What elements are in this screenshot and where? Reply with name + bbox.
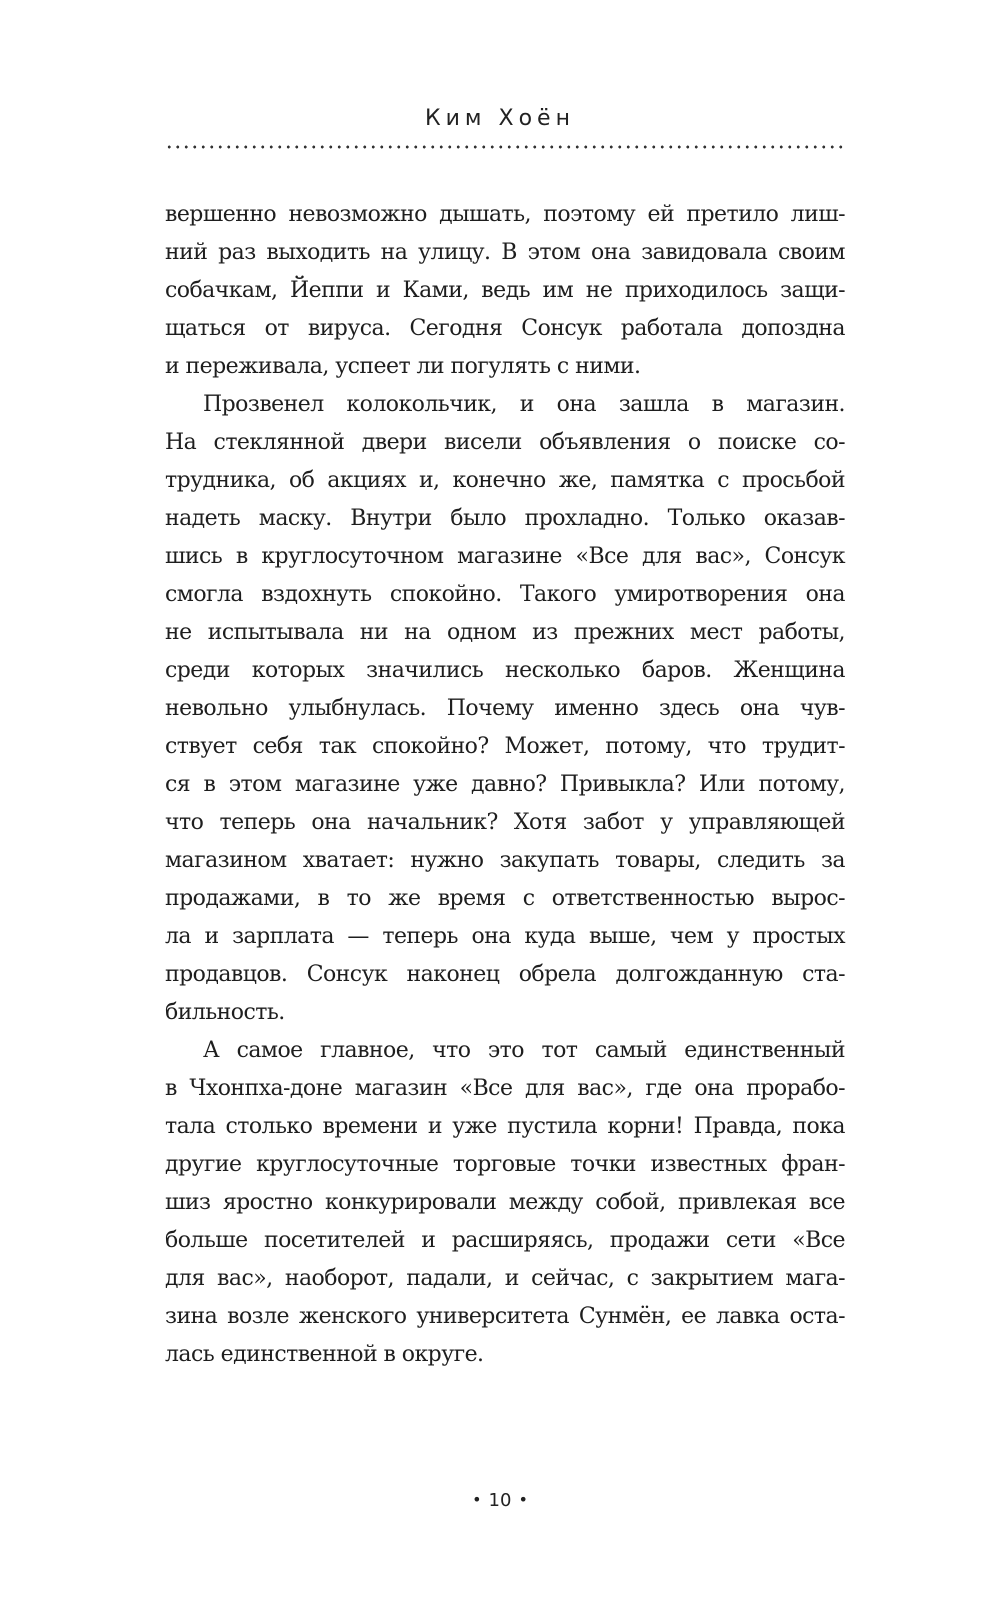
running-head-author: Ким Хоён — [425, 106, 575, 131]
body-text — [165, 196, 845, 1374]
text-line: собачкам, Йеппи и Ками, ведь им не приходилось защи- — [165, 278, 845, 303]
text-line: вершенно невозможно дышать, поэтому ей претило лиш- — [165, 202, 845, 227]
text-line: зина возле женского университета Сунмён, ее лавка оста- — [165, 1304, 845, 1329]
text-line: А самое главное, что это тот самый единственный — [203, 1038, 845, 1063]
text-line: продажами, в то же время с ответственностью вырос- — [165, 886, 845, 911]
page-number-right-dot: • — [518, 1490, 528, 1509]
text-line: что теперь она начальник? Хотя забот у управляющей — [165, 810, 845, 835]
text-line: не испытывала ни на одном из прежних мест работы, — [165, 620, 845, 645]
text-line: тала столько времени и уже пустила корни! Правда, пока — [165, 1114, 845, 1139]
text-line: другие круглосуточные торговые точки известных фран- — [165, 1152, 845, 1177]
text-line: ся в этом магазине уже давно? Привыкла? Или потому, — [165, 772, 845, 797]
dotted-divider — [165, 145, 845, 149]
text-line: надеть маску. Внутри было прохладно. Только оказав- — [165, 506, 845, 531]
page-number: 10 — [488, 1490, 512, 1511]
text-line: ствует себя так спокойно? Может, потому, что трудит- — [165, 734, 845, 759]
text-line: шиз яростно конкурировали между собой, привлекая все — [165, 1190, 845, 1215]
text-line: в Чхонпха-доне магазин «Все для вас», где она прорабо- — [165, 1076, 845, 1101]
text-line: ний раз выходить на улицу. В этом она завидовала своим — [165, 240, 845, 265]
text-line: шись в круглосуточном магазине «Все для вас», Сонсук — [165, 544, 845, 569]
text-line: ла и зарплата — теперь она куда выше, чем у простых — [165, 924, 845, 949]
text-line: бильность. — [165, 1000, 285, 1025]
text-line: и переживала, успеет ли погулять с ними. — [165, 354, 641, 379]
text-line: продавцов. Сонсук наконец обрела долгожданную ста- — [165, 962, 845, 987]
text-line: смогла вздохнуть спокойно. Такого умиротворения она — [165, 582, 845, 607]
text-line: щаться от вируса. Сегодня Сонсук работала допоздна — [165, 316, 845, 341]
page-footer — [0, 1490, 1000, 1511]
text-line: трудника, об акциях и, конечно же, памятка с просьбой — [165, 468, 845, 493]
text-line: лась единственной в округе. — [165, 1342, 484, 1367]
text-line: Прозвенел колокольчик, и она зашла в магазин. — [203, 392, 845, 417]
text-line: невольно улыбнулась. Почему именно здесь она чув- — [165, 696, 845, 721]
text-line: На стеклянной двери висели объявления о поиске со- — [165, 430, 845, 455]
text-line: магазином хватает: нужно закупать товары, следить за — [165, 848, 845, 873]
text-line: среди которых значились несколько баров. Женщина — [165, 658, 845, 683]
text-line: больше посетителей и расширяясь, продажи сети «Все — [165, 1228, 845, 1253]
text-line: для вас», наоборот, падали, и сейчас, с закрытием мага- — [165, 1266, 845, 1291]
page-number-left-dot: • — [472, 1490, 482, 1509]
